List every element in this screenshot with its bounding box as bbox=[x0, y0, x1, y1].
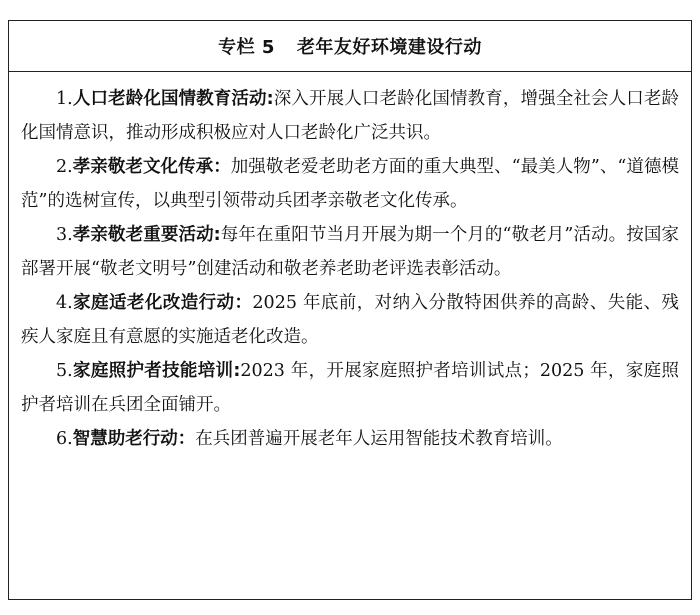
item-index: 2. bbox=[56, 157, 73, 177]
item-index: 3. bbox=[56, 225, 73, 245]
item-heading: 孝亲敬老重要活动: bbox=[72, 225, 221, 245]
column-title: 老年友好环境建设行动 bbox=[296, 37, 482, 58]
item-heading: 智慧助老行动： bbox=[72, 429, 196, 449]
list-item bbox=[21, 82, 679, 150]
column-content bbox=[9, 72, 691, 456]
item-heading: 孝亲敬老文化传承： bbox=[72, 157, 231, 177]
column-number: 专栏 5 bbox=[218, 37, 275, 58]
column-header bbox=[9, 21, 691, 72]
item-body: 深入开展人口老龄化国情教育，增强全社会人口老龄化国情意识，推动形成积极应对人口老龄化广泛共识。 bbox=[21, 89, 680, 143]
item-body: 2025 年底前，对纳入分散特困供养的高龄、失能、残疾人家庭且有意愿的实施适老化改造。 bbox=[21, 293, 680, 347]
item-index: 5. bbox=[56, 361, 73, 381]
item-body: 在兵团普遍开展老年人运用智能技术教育培训。 bbox=[195, 429, 563, 449]
item-heading: 人口老龄化国情教育活动: bbox=[72, 89, 274, 109]
list-item bbox=[21, 354, 679, 422]
item-index: 4. bbox=[56, 293, 73, 313]
item-heading: 家庭适老化改造行动： bbox=[72, 293, 253, 313]
list-item bbox=[21, 218, 679, 286]
item-index: 6. bbox=[56, 429, 73, 449]
item-body: 每年在重阳节当月开展为期一个月的“敬老月”活动。按国家部署开展“敬老文明号”创建活动和敬老养老助老评选表彰活动。 bbox=[21, 225, 679, 279]
list-item bbox=[21, 286, 679, 354]
list-item bbox=[21, 150, 679, 218]
item-body: 加强敬老爱老助老方面的重大典型、“最美人物”、“道德模范”的选树宣传，以典型引领带动兵团孝亲敬老文化传承。 bbox=[21, 157, 679, 211]
item-index: 1. bbox=[56, 89, 73, 109]
list-item bbox=[21, 422, 679, 456]
item-heading: 家庭照护者技能培训: bbox=[72, 361, 241, 381]
item-body: 2023 年，开展家庭照护者培训试点；2025 年，家庭照护者培训在兵团全面铺开。 bbox=[21, 361, 679, 415]
column-box bbox=[8, 20, 692, 600]
